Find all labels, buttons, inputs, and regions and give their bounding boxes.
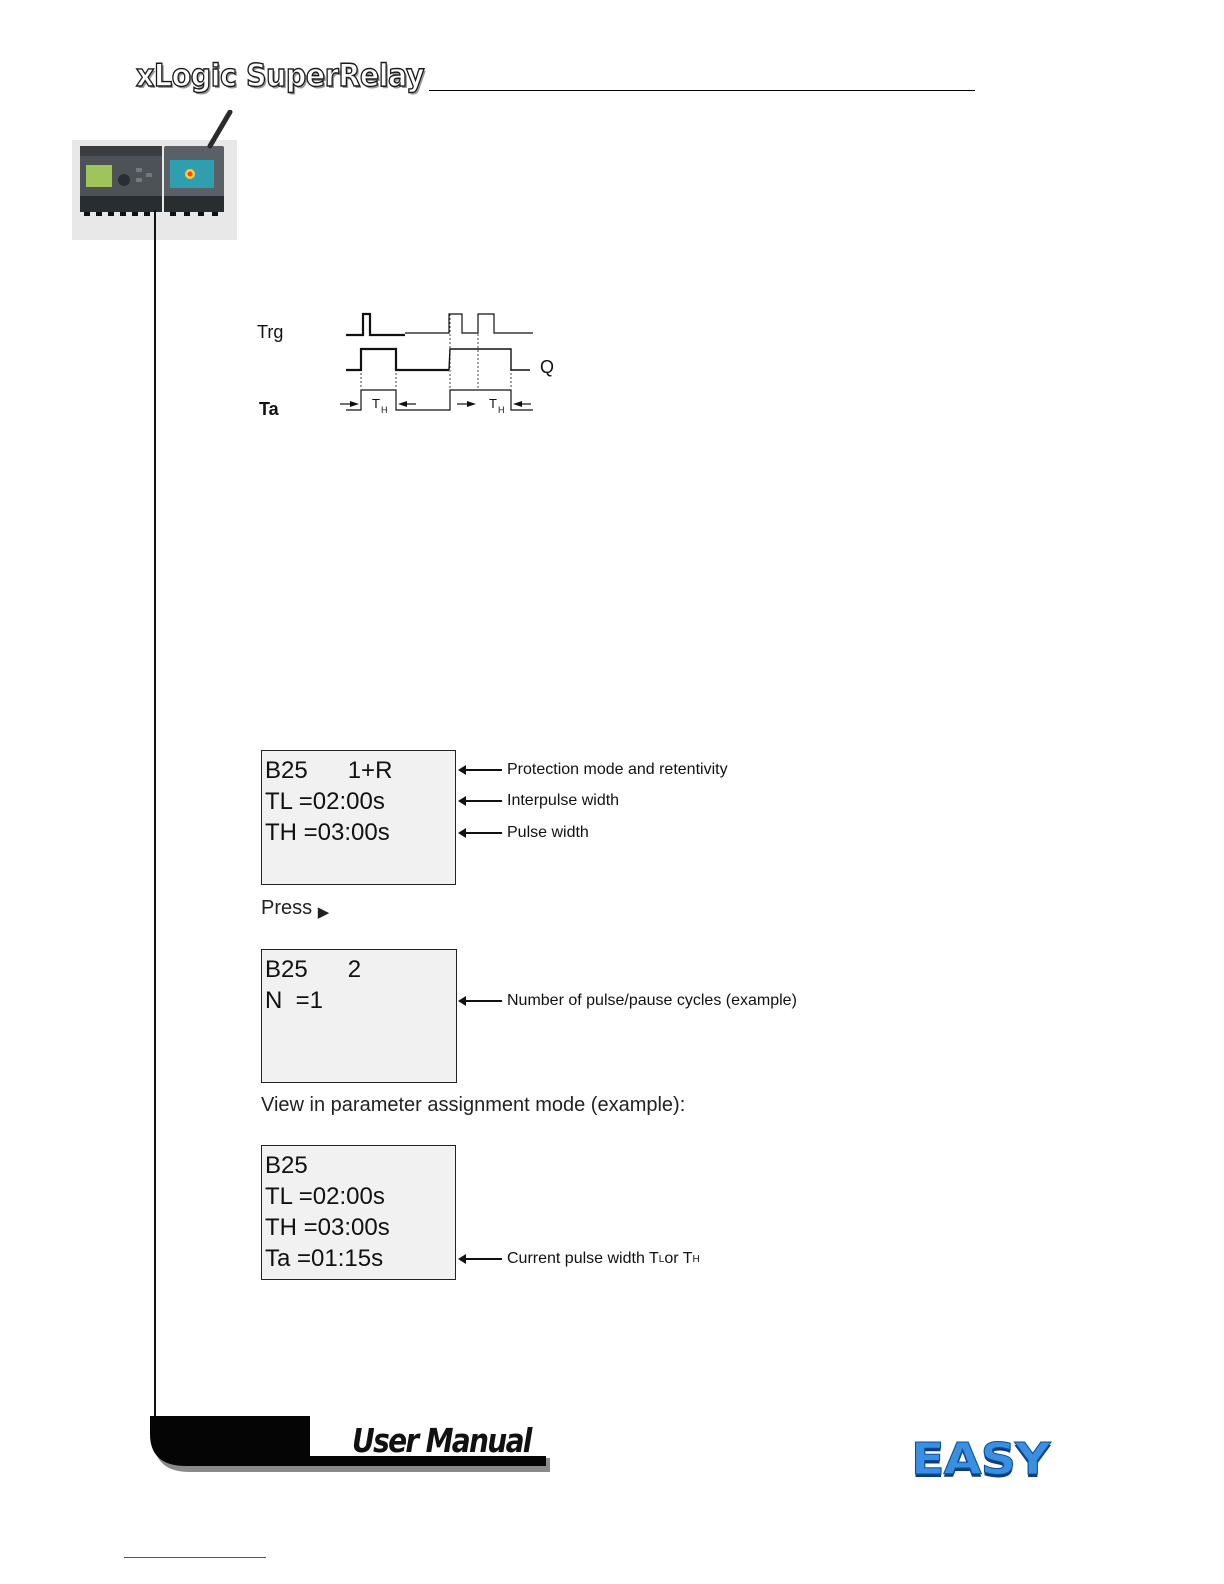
lcd-line: B25 2 (265, 956, 362, 983)
lcd-line: TH =03:00s (265, 1214, 390, 1241)
brand-title: xLogic SuperRelay (136, 58, 425, 94)
th-label-2: T (489, 396, 497, 411)
annotation-text: Interpulse width (507, 792, 620, 809)
annotation-sub-l: L (658, 1253, 665, 1265)
annotation-text: Number of pulse/pause cycles (example) (507, 992, 797, 1009)
lcd-line: B25 (265, 1152, 308, 1179)
lcd-line: TH =03:00s (265, 819, 390, 846)
arrow-left-icon (458, 765, 502, 775)
arrow-left-icon (458, 796, 502, 806)
device-photo (62, 110, 237, 240)
annotation-text: Current pulse width T (507, 1250, 659, 1267)
th-sub-2: H (498, 405, 505, 415)
lcd-line: Ta =01:15s (265, 1245, 384, 1272)
arrow-left-icon (458, 828, 502, 838)
lcd-screen-cycles (261, 949, 457, 1083)
annotation-cycles (458, 992, 797, 1010)
q-waveform (346, 349, 449, 370)
view-mode-caption: View in parameter assignment mode (example): (261, 1094, 686, 1116)
lcd-line: TL =02:00s (265, 1183, 385, 1210)
margin-rule (154, 210, 156, 1420)
trg-label: Trg (257, 322, 284, 342)
th-sub-1: H (381, 405, 388, 415)
annotation-protection (458, 761, 728, 779)
lcd-screen-assignment (261, 1145, 456, 1280)
right-arrow-icon: ▶ (317, 904, 330, 921)
trg-waveform-2 (405, 314, 533, 333)
th-label-1: T (372, 396, 380, 411)
timing-diagram (250, 300, 570, 430)
annotation-or: or T (664, 1250, 693, 1267)
annotation-text: Protection mode and retentivity (507, 761, 728, 778)
q-waveform-2 (449, 349, 530, 370)
arrow-left-icon (458, 996, 502, 1006)
trg-waveform (346, 314, 405, 335)
ta-label: Ta (259, 399, 279, 419)
lcd-line: N =1 (265, 987, 324, 1014)
annotation-interpulse (458, 792, 619, 810)
footer-link-underline (124, 1557, 266, 1558)
header-rule (429, 90, 975, 91)
q-label: Q (540, 357, 555, 377)
lcd-line: B25 1+R (265, 757, 393, 784)
arrow-left-icon (458, 1254, 502, 1264)
press-instruction (261, 897, 329, 921)
annotation-text: Pulse width (507, 824, 589, 841)
easy-logo: EASY (911, 1434, 1050, 1485)
annotation-pulse (458, 824, 589, 842)
user-manual-label: User Manual (352, 1421, 531, 1460)
lcd-line: TL =02:00s (265, 788, 385, 815)
press-text: Press (261, 897, 313, 919)
annotation-sub-h: H (692, 1253, 700, 1265)
annotation-current (458, 1250, 700, 1268)
lcd-screen-params (261, 750, 456, 885)
